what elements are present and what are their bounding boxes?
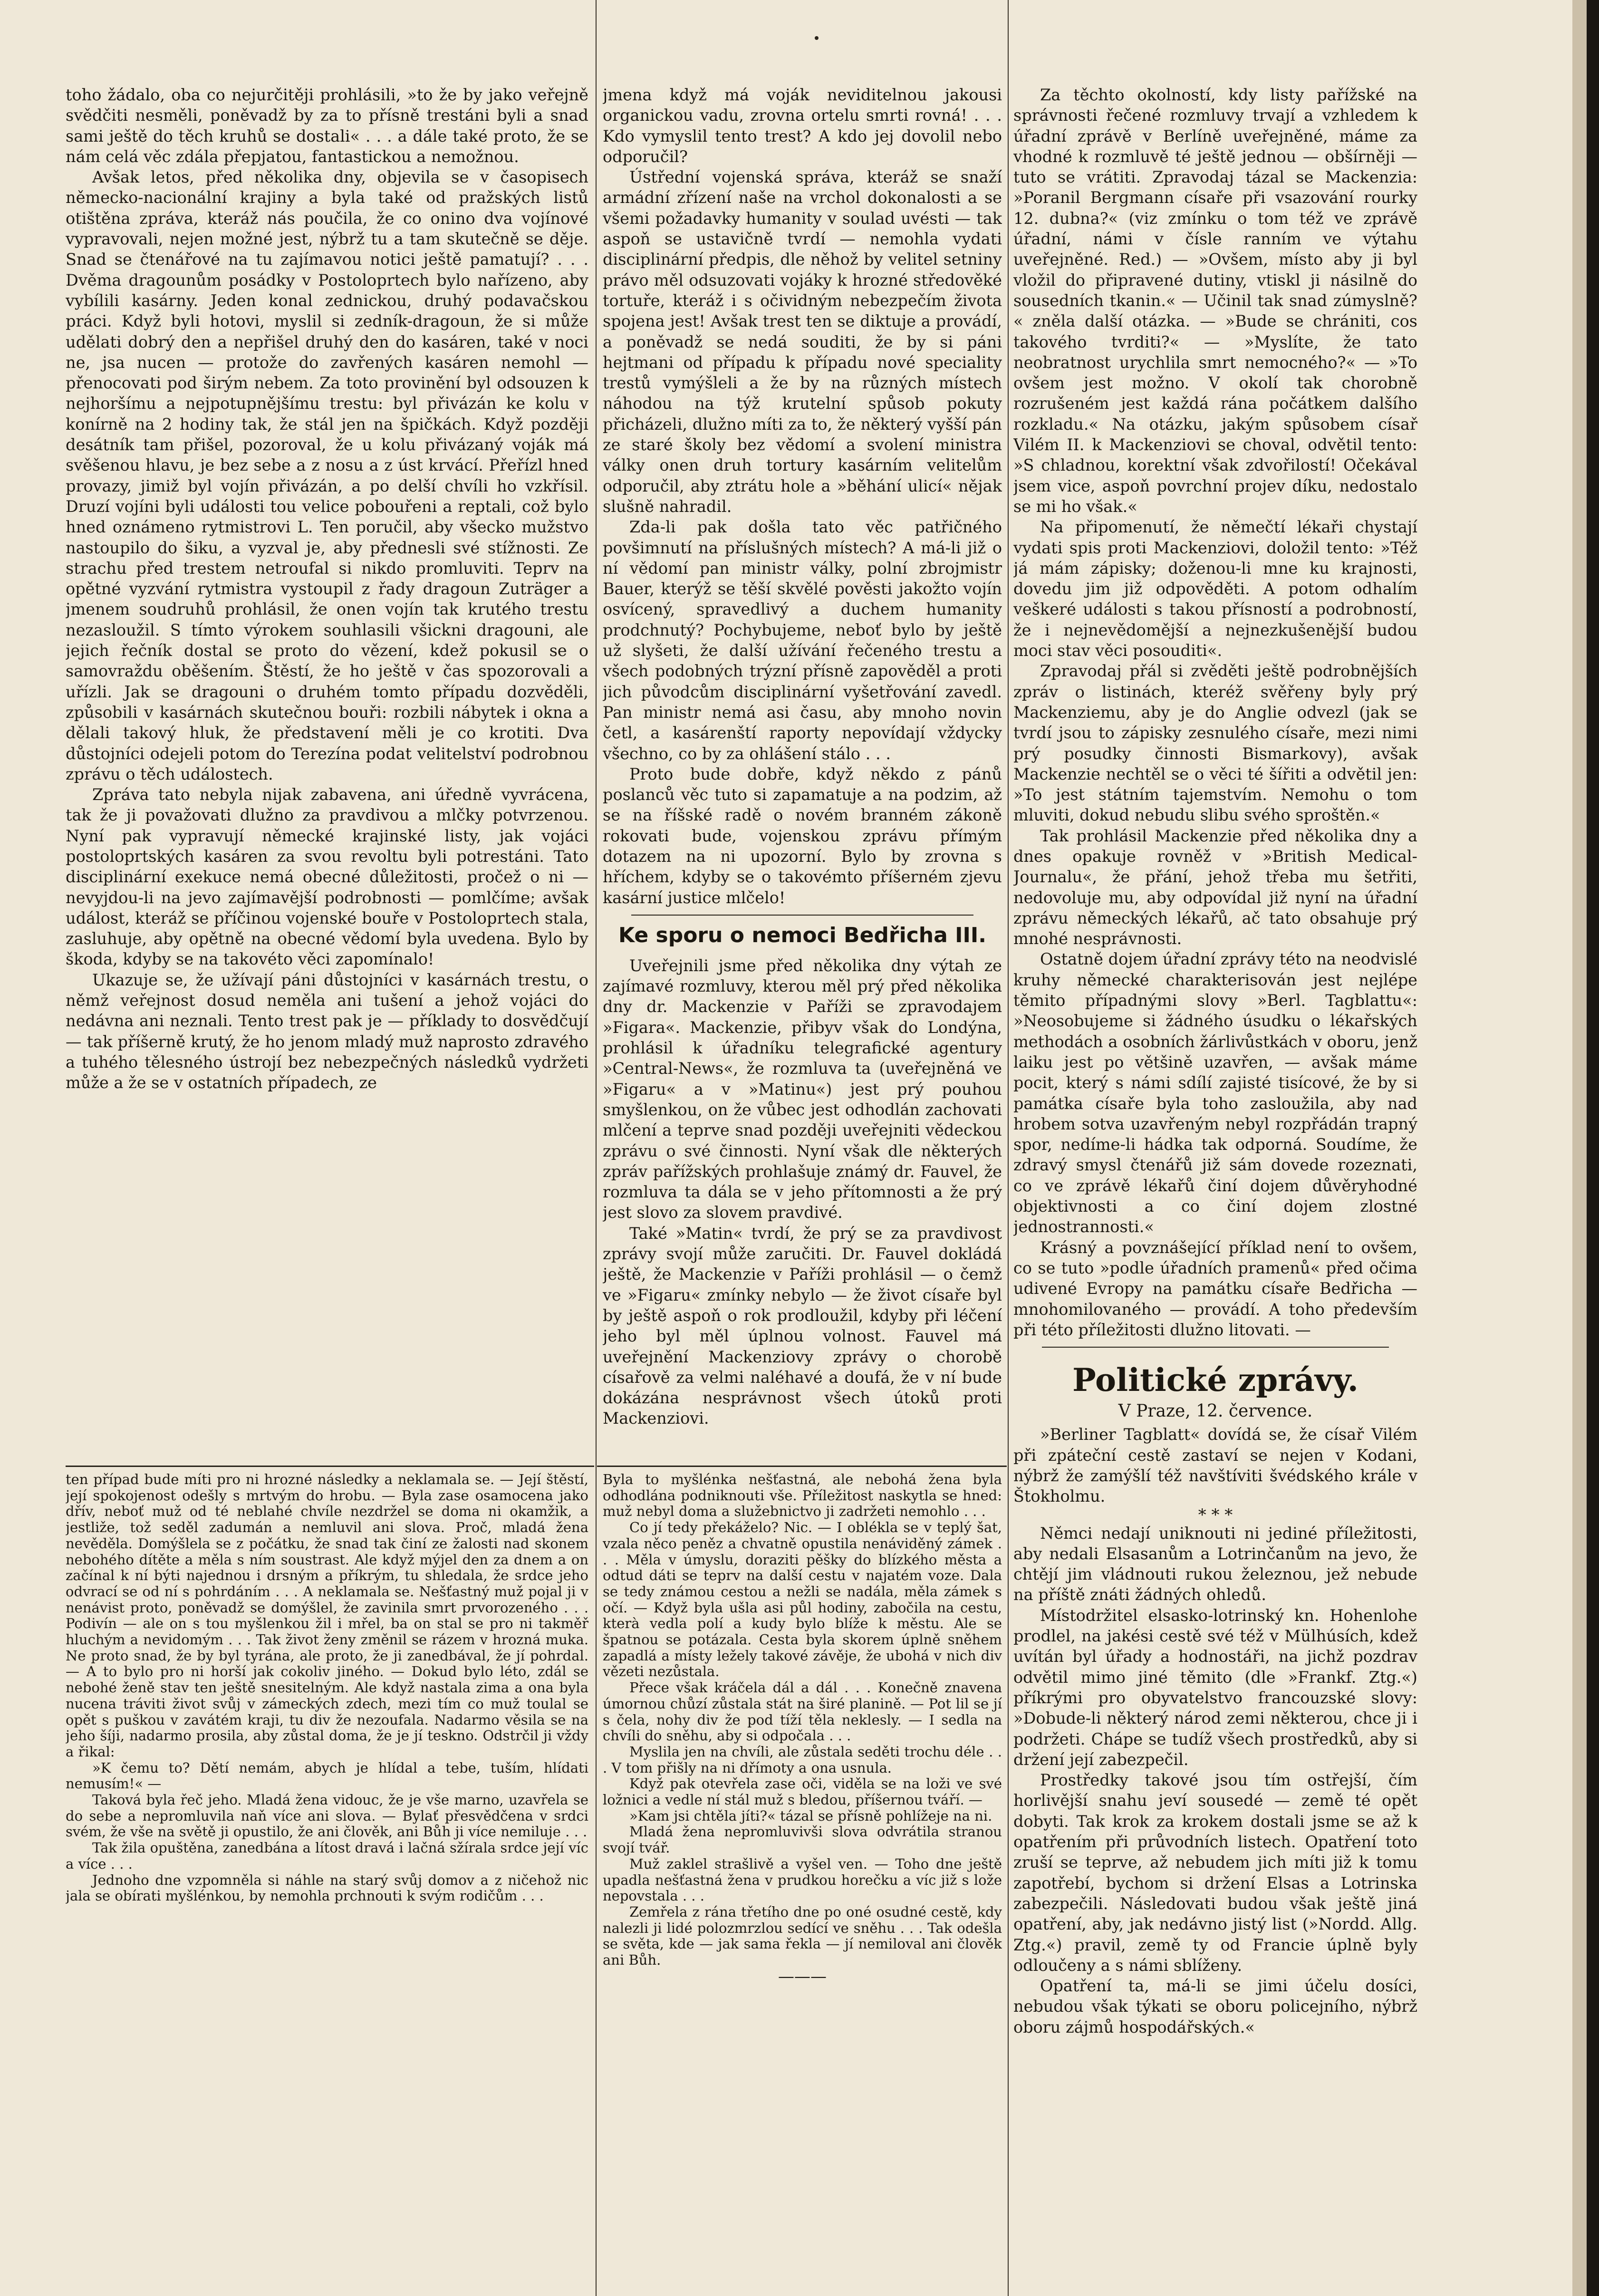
article-paragraph: jmena když má voják neviditelnou jakousi organickou vadu, zrovna ortelu smrti rovná! . . . Kdo vymyslil tento trest? A kdo jej dovolil nebo odporučil? (603, 86, 1002, 166)
feuilleton-paragraph: Taková byla řeč jeho. Mladá žena vidouc, že je vše marno, uzavřela se do sebe a nepromluvila naň více ani slova. — Bylať přesvědčena v srdci svém, že vše na světě ji opustilo, že ani člověk, ani Bůh ji více nemiluje . . . (66, 1792, 588, 1840)
column-1-feuilleton (66, 1472, 588, 2109)
article-paragraph: Krásný a povznášející příklad není to ovšem, co se tuto »podle úřadních pramenů« před očima udivené Evropy na památku císaře Bedřicha — mnohomilovaného — provádí. A toho především při této příležitosti dlužno litovati. — (1013, 1238, 1417, 1339)
article-paragraph: Zda-li pak došla tato věc patřičného povšimnutí na příslušných místech? A má-li již o ní vědomí pan ministr války, polní zbrojmistr Bauer, kterýž se těší skvělé pověsti jakožto vojín osvícený, spravedlivý a duchem humanity prodchnutý? Pochybujeme, neboť bylo by ještě už slyšeti, že další užívání řečeného trestu a všech podobných trýzní přísně zapověděl a proti jich původcům disciplinární vyšetřování zavedl. Pan ministr nemá asi času, aby mnoho novin četl, a kasárenští raporty nepovídají vždycky všechno, co by za ohlášení stálo . . . (603, 518, 1002, 763)
feuilleton-divider-middle (597, 1466, 1007, 1467)
feuilleton-paragraph: Přece však kráčela dál a dál . . . Konečně znavena úmornou chůzí zůstala stát na širé planině. — Pot lil se jí s čela, nohy div že pod tíží těla neklesly. — I sedla na chvíli do sněhu, aby si odpočala . . . (603, 1679, 1002, 1744)
feuilleton-paragraph: Myslila jen na chvíli, ale zůstala seděti trochu déle . . . V tom přišly na ni dřímoty a ona usnula. (603, 1743, 1002, 1776)
feuilleton-paragraph: ten případ bude míti pro ni hrozné následky a neklamala se. — Její štěstí, její spokojenost odešly s mrtvým do hrobu. — Byla zase osamocena jako dřív, neboť muž od té neblahé chvíle nezdržel se doma ni okamžik, a jestliže, tož seděl zadumán a nemluvil ani slova. Proč, mladá žena nevěděla. Domýšlela se z počátku, že snad tak činí ze žalosti nad skonem nebohého dítěte a měla s ním soustrast. Ale když mýjel den za dnem a on začínal k ní býti najednou i drsným a příkrým, tu shledala, že srdce jeho odvrací se od ní s pohrdáním . . . A neklamala se. Nešťastný muž pojal ji v nenávist proto, poněvadž se domýšlel, že zavinila smrt prvorozeného . . . Podivín — ale on s tou myšlenkou žil i mřel, ba on stal se pro ni takměř hluchým a nevidomým . . . Tak život ženy změnil se rázem v hrozná muka. Ne proto snad, že by byl tyrána, ale proto, že ji zanedbával, že jí pohrdal. — A to bylo pro ni horší jak cokoliv jiného. — Dokud bylo léto, zdál se nebohé ženě stav ten ještě snesitelným. Ale když nastala zima a ona byla nucena tráviti život svůj v zámeckých zdech, mezi tím co muž toulal se opět s puškou v zavátém kraji, tu div že nezoufala. Nadarmo věsila se na jeho šíji, nadarmo prosila, aby zůstal doma, že je jí teskno. Odstrčil ji vždy a řikal: (66, 1472, 588, 1760)
article-paragraph: Zpravodaj přál si zvěděti ještě podrobnějších zpráv o listinách, kteréž svěřeny byly prý Mackenziemu, aby je do Anglie odvezl (jak se tvrdí jsou to zápisky zesnulého císaře, mezi nimi prý posudky činnosti Bismarkovy), avšak Mackenzie nechtěl se o věci té šířiti a odvětil jen: »To jest státním tajemstvím. Nemohu o tom mluviti, dokud nebudu slibu svého sproštěn.« (1013, 662, 1417, 825)
column-2-article (603, 85, 1002, 1462)
article-paragraph: Tak prohlásil Mackenzie před několika dny a dnes opakuje rovněž v »British Medical-Journalu«, že přání, jehož třeba mu šetřiti, nedovoluje mu, aby odpovídal již nyní na úřadní zprávu německých lékařů, ač tato obsahuje prý mnohé nesprávnosti. (1013, 826, 1417, 948)
feuilleton-paragraph: Byla to myšlénka nešťastná, ale nebohá žena byla odhodlána podniknouti vše. Příležitost naskytla se hned: muž nebyl doma a služebnictvo ji zadržeti nemohlo . . . (603, 1472, 1002, 1520)
article-paragraph: Ústřední vojenská správa, kteráž se snaží armádní zřízení naše na vrchol dokonalosti a se všemi požadavky humanity v soulad uvésti — tak aspoň se ustavičně tvrdí — nemohla vydati disciplinární předpis, dle něhož by velitel setniny právo měl odsuzovati vojáky k hrozné středověké tortuře, kteráž i s očividným nebezpečím života spojena jest! Avšak trest ten se diktuje a provádí, a poněvadž se nedá souditi, že by si páni hejtmani od případu k případu nové speciality trestů vymýšleli a že by na různých místech náhodou na týž krutelní spůsob pokuty přicházeli, dlužno míti za to, že některý vyšší pán ze staré školy bez vědomí a svolení ministra války onen druh tortury kasárním velitelům odporučil, aby ztrátu hole a »běhání ulicí« nějak slušně nahradil. (603, 168, 1002, 516)
section-title: Ke sporu o nemoci Bedřicha III. (618, 923, 986, 947)
feuilleton-paragraph: Co jí tedy překáželo? Nic. — I oblékla se v teplý šat, vzala něco peněz a chvatně opustila nenáviděný zámek . . . Měla v úmyslu, doraziti pěšky do blízkého města a odtud dáti se teprv na další cestu v najatém voze. Dala se tedy známou cestou a nežli se nadála, měla zámek s očí. — Když byla ušla asi půl hodiny, zabočila na cestu, kterà vedla polí a kudy bylo blíže k městu. Ale se špatnou se potázala. Cesta byla skorem úplně sněhem zapadlá a místy ležely takové závěje, že ubohá v nich div vězeti nezůstala. (603, 1519, 1002, 1680)
feuilleton-paragraph: »K čemu to? Dětí nemám, abych je hlídal a tebe, tuším, hlídati nemusím!« — (66, 1759, 588, 1792)
article-paragraph: Za těchto okolností, kdy listy pařížské na správnosti řečené rozmluvy trvají a vzhledem k úřadní zprávě v Berlíně uveřejněné, máme za vhodné k rozmluvě té ještě jednou — obšírněji — tuto se vrátiti. Zpravodaj tázal se Mackenzia: »Poranil Bergmann císaře při vsazování rourky 12. dubna?« (viz zmínku o tom též ve zprávě úřadní, námi v čísle ranním ve výtahu uveřejněné. Red.) — »Ovšem, místo aby ji byl vložil do připravené dutiny, vtiskl ji násilně do sousedních tkanin.« — Učinil tak snad zúmyslně? « zněla další otázka. — »Bude se chrániti, cos takového tvrditi?« — »Myslíte, že tato neobratnost urychlila smrt nemocného?« — »To ovšem jest možno. V okolí tak chorobně rozrušeném jest každá rána počátkem dalšího rozkladu.« Na otázku, jakým spůsobem císař Vilém II. k Mackenziovi se choval, odvětil tento: »S chladnou, korektní však zdvořilostí! Očekával jsem vice, aspoň povrchní projev díku, nedostalo se mi ho však.« (1013, 86, 1417, 516)
page-edge-shadow (1572, 0, 1587, 2296)
news-item: »Berliner Tagblatt« dovídá se, že císař Vilém při zpáteční cestě zastaví se nejen v Kodani, nýbrž že zamýšlí též navštíviti švédského krále v Štokholmu. (1013, 1425, 1417, 1506)
article-paragraph: Také »Matin« tvrdí, že prý se za pravdivost zprávy svojí může zaručiti. Dr. Fauvel dokládá ještě, že Mackenzie v Paříži prohlásil — o čemž ve »Figaru« zmínky nebylo — že život císaře byl by ještě aspoň o rok prodloužil, kdyby při léčení jeho byl měl úplnou volnost. Fauvel má uveřejnění Mackenziovy zprávy o chorobě císařově za velmi naléhavé a doufá, že v ní bude dokázána nesprávnost všech útoků proti Mackenziovi. (603, 1224, 1002, 1428)
column-gutter-right (1008, 0, 1009, 2296)
feuilleton-paragraph: Muž zaklel strašlivě a vyšel ven. — Toho dne ještě upadla nešťastná žena v prudkou horečku a víc již s lože nepovstala . . . (603, 1855, 1002, 1904)
ink-speck (815, 36, 819, 40)
dateline: V Praze, 12. července. (1118, 1401, 1313, 1421)
column-1-article (66, 85, 588, 1462)
asterism: * * * (1198, 1505, 1233, 1524)
politicke-zpravy-heading: Politické zprávy. (1072, 1361, 1358, 1399)
feuilleton-paragraph: Mladá žena nepromluvivši slova odvrátila stranou svojí tvář. (603, 1823, 1002, 1856)
article-paragraph: Proto bude dobře, když někdo z pánů poslanců věc tuto si zapamatuje a na podzim, až se na říšské radě o novém branném zákoně rokovati bude, vojenskou zprávu přímým dotazem na ni upozorní. Bylo by zrovna s hříchem, kdyby se o takovémto příšerném zjevu kasární justice mlčelo! (603, 764, 1002, 907)
feuilleton-paragraph: Jednoho dne vzpomněla si náhle na starý svůj domov a z ničehož nic jala se obírati myšlénkou, by nemohla prchnouti k svým rodičům . . . (66, 1872, 588, 1904)
feuilleton-paragraph: »Kam jsi chtěla jíti?« tázal se přísně pohlížeje na ni. (629, 1807, 992, 1824)
end-mark: ——— (778, 1967, 827, 1986)
article-paragraph: Zpráva tato nebyla nijak zabavena, ani úředně vyvrácena, tak že ji považovati dlužno za pravdivou a mlčky potvrzenou. Nyní pak vypravují německé krajinské listy, jak vojáci postoloprtských kasáren za svou revoltu byli potrestáni. Tato disciplinární exekuce nemá obecné důležitosti, pročež o ni — nevyjdou-li na jevo zajímavější podrobnosti — pomlčíme; avšak událost, kteráž se příčinou vojenské bouře v Postoloprtech stala, zasluhuje, aby opětně na obecné vědomí byla uvedena. Bylo by škoda, kdyby se na takovéto věci zapomínalo! (66, 785, 588, 969)
article-paragraph: Avšak letos, před několika dny, objevila se v časopisech německo-nacionální krajiny a byla také od pražských listů otištěna zpráva, kteráž nás poučila, že co onino dva vojínové vypravovali, nejen možné jest, nýbrž tu a tam skutečně se děje. Snad se čtenářové na tu zajímavou notici ještě pamatují? . . . Dvěma dragounům posádky v Postoloprtech bylo nařízeno, aby vybílili kasárny. Jeden konal zednickou, druhý podavačskou práci. Když byli hotovi, myslil si zedník-dragoun, že si může udělati dobrý den a nepřišel druhý den do kasáren, také v noci ne, jsa nucen — protože do zavřených kasáren nemohl — přenocovati pod širým nebem. Za toto provinění byl odsouzen k nejhoršímu a nejpotupnějšímu trestu: byl přivázán ke kolu v konírně na 2 hodiny tak, že stál jen na špičkách. Když později desátník tam přišel, pozoroval, že u kolu přivázaný voják má svěšenou hlavu, je bez sebe a z nosu a z úst krvácí. Přeřízl hned provazy, jimiž byl vojín přivázán, a po delší chvíli ho vzkřísil. Druzí vojíni byli události tou velice pobouřeni a reptali, což bylo hned oznámeno rytmistrovi L. Ten poručil, aby všecko mužstvo nastoupilo do šiku, a vyzval je, aby přednesli své stížnosti. Ze strachu před trestem netroufal si nikdo promluviti. Teprv na opětné vyzvání rytmistra vystoupil z řady dragoun Zuträger a jmenem soudruhů prohlásil, že onen vojín tak krutého trestu nezasloužil. S tímto výrokem souhlasili všickni dragouni, ale jejich řečník dostal se proto do vězení, kdež pokusil se o samovraždu oběšením. Štěstí, že ho ještě v čas spozorovali a uřízli. Jak se dragouni o druhém tomto případu dozvěděli, způsobili v kasárnách skutečnou bouři: rozbili nábytek i okna a dělali takový hluk, že představení měli je co krotiti. Dva důstojníci odejeli potom do Terezína podat velitelství podrobnou zprávu o těch událostech. (66, 168, 588, 783)
news-item: Prostředky takové jsou tím ostřejší, čím horlivější snahu jeví sousedé — země té opět dobyti. Tak krok za krokem dostali jsme se až k opatřením při průvodních listech. Opatření toto zruší se teprve, až nebudem jich míti již k tomu zapotřebí, bychom si držení Elsas a Lotrinska zabezpečili. Následovati budou však ještě jiná opatření, aby, jak nedávno jistý list (»Nordd. Allg. Ztg.«) pravil, země ty od Francie úplně byly odloučeny a s námi sblíženy. (1013, 1771, 1417, 1975)
news-item: Místodržitel elsasko-lotrinský kn. Hohenlohe prodlel, na jakési cestě své též v Mülhúsích, kdež uvítán byl úřady a hodnostáři, na jichž pozdrav odvětil mimo jiné těmito (dle »Frankf. Ztg.«) příkrými pro obyvatelstvo francouzské slovy: »Dobude-li některý národ zemi některou, chce ji i podržeti. Chápe se tudíž všech prostředků, aby si držení její zabezpečil. (1013, 1606, 1417, 1769)
section-rule (1042, 1347, 1389, 1348)
column-2-feuilleton (603, 1472, 1002, 2128)
feuilleton-paragraph: Když pak otevřela zase oči, viděla se na loži ve své ložnici a vedle ní stál muž s bledou, příšernou tváří. — (603, 1775, 1002, 1808)
feuilleton-paragraph: Zemřela z rána třetího dne po oné osudné cestě, kdy nalezli ji lidé polozmrzlou sedící ve sněhu . . . Tak odešla se světa, kde — jak sama řekla — jí nemiloval ani člověk ani Bůh. (603, 1903, 1002, 1968)
column-gutter-left (596, 0, 597, 2296)
news-item: Němci nedají uniknouti ni jediné příležitosti, aby nedali Elsasanům a Lotrinčanům na jevo, že chtějí jim vládnouti rukou železnou, jež nebude na příště znáti žádných ohledů. (1013, 1524, 1417, 1604)
article-paragraph: Na připomenutí, že němečtí lékaři chystají vydati spis proti Mackenziovi, doložil tento: »Též já mám zápisky; doženou-li mne ku krajnosti, dovedu jim již odpověděti. A potom odhalím veškeré události s takou přísností a podrobností, že i nejnevědomější a nejnezkušenější budou moci stav věci posouditi«. (1013, 518, 1417, 660)
news-item: Opatření ta, má-li se jimi účelu dosíci, nebudou však týkati se oboru policejního, nýbrž oboru zájmů hospodářských.« (1013, 1977, 1417, 2036)
feuilleton-divider-left (66, 1466, 594, 1467)
feuilleton-paragraph: Tak žila opuštěna, zanedbána a lítost dravá i lačná sžírala srdce její víc a více . . . (66, 1840, 588, 1872)
article-paragraph: Ostatně dojem úřadní zprávy této na neodvislé kruhy německé charakterisován jest nejlépe těmito případnými slovy »Berl. Tagblattu«: »Neosobujeme si žádného úsudku o lékařských methodách a osobních žárlivůstkách v oboru, jenž laiku jest po většině uzavřen, — avšak máme pocit, který s námi sdílí zajisté tisícové, že by si památka císaře byla toho zasloužila, aby nad hrobem sotva uzavřeným nebyl rozpřádán trapný spor, nedíme-li hádka tak odporná. Soudíme, že zdravý smysl čtenářů již sám dovede rozeznati, co ve zprávě lékařů činí dojem důvěryhodné objektivnosti a co činí dojem zlostné jednostrannosti.« (1013, 950, 1417, 1236)
article-paragraph: Uveřejnili jsme před několika dny výtah ze zajímavé rozmluvy, kterou měl prý před několika dny dr. Mackenzie v Paříži se zpravodajem »Figara«. Mackenzie, přibyv však do Londýna, prohlásil k úřadníku telegrafické agentury »Central-News«, že rozmluva ta (uveřejněná ve »Figaru« a v »Matinu«) jest prý pouhou smyšlenkou, on že vůbec jest odhodlán zachovati mlčení a teprve snad později uveřejniti vědeckou zprávu o své činnosti. Nyní však dle některých zpráv pařížských prohlašuje známý dr. Fauvel, že rozmluva ta dála se v jeho přítomnosti a že prý jest slovo za slovem pravdivé. (603, 956, 1002, 1222)
article-paragraph: toho žádalo, oba co nejurčitěji prohlásili, »to že by jako veřejně svědčiti nesměli, poněvadž by za to přísně trestáni byli a snad sami ještě do těch kruhů se dostali« . . . a dále také proto, že se nám celá věc zdála přepjatou, fantastickou a nemožnou. (66, 86, 588, 166)
column-3 (1013, 85, 1417, 2129)
section-rule (631, 915, 973, 916)
article-paragraph: Ukazuje se, že užívají páni důstojníci v kasárnách trestu, o němž veřejnost dosud neměla ani tušení a jehož vojáci do nedávna ani neznali. Tento trest pak je — příklady to dosvědčují — tak příšerně krutý, že ho jenom mladý muž naprosto zdravého a tuhého tělesného ústrojí bez nebezpečných následků vydržeti může a že se v ostatních případech, ze (66, 970, 588, 1092)
page-edge (1587, 0, 1599, 2296)
